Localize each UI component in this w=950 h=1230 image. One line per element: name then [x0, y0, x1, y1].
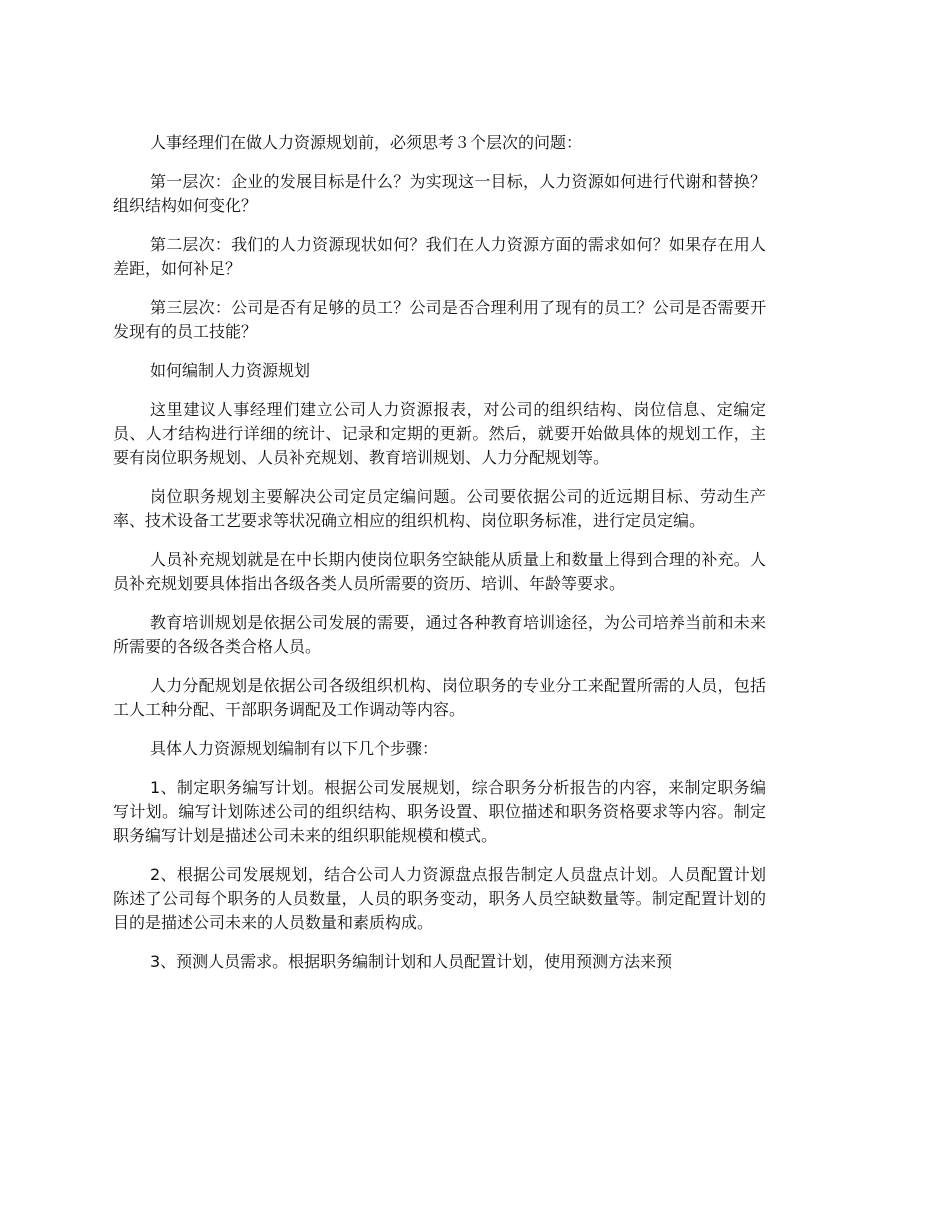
level-one-paragraph: 第一层次：企业的发展目标是什么？为实现这一目标，人力资源如何进行代谢和替换？组织结构如何变化？	[113, 172, 766, 215]
allocation-planning-paragraph: 人力分配规划是依据公司各级组织机构、岗位职务的专业分工来配置所需的人员，包括工人工种分配、干部职务调配及工作调动等内容。	[113, 676, 766, 719]
steps-intro-paragraph: 具体人力资源规划编制有以下几个步骤：	[150, 739, 439, 758]
training-planning-paragraph: 教育培训规划是依据公司发展的需要，通过各种教育培训途径，为公司培养当前和未来所需要的各级各类合格人员。	[113, 613, 766, 656]
step-one-paragraph: 1、制定职务编写计划。根据公司发展规划，综合职务分析报告的内容，来制定职务编写计划。编写计划陈述公司的组织结构、职务设置、职位描述和职务资格要求等内容。制定职务编写计划是描述公司未来的组织职能规模和模式。	[113, 778, 766, 845]
staff-supplement-paragraph: 人员补充规划就是在中长期内使岗位职务空缺能从质量上和数量上得到合理的补充。人员补充规划要具体指出各级各类人员所需要的资历、培训、年龄等要求。	[113, 550, 766, 593]
level-three-paragraph: 第三层次：公司是否有足够的员工？公司是否合理利用了现有的员工？公司是否需要开发现有的员工技能？	[113, 298, 766, 341]
section-heading: 如何编制人力资源规划	[150, 361, 311, 380]
position-planning-paragraph: 岗位职务规划主要解决公司定员定编问题。公司要依据公司的近远期目标、劳动生产率、技术设备工艺要求等状况确立相应的组织机构、岗位职务标准，进行定员定编。	[113, 487, 766, 530]
document-page	[113, 131, 766, 989]
level-two-paragraph: 第二层次：我们的人力资源现状如何？我们在人力资源方面的需求如何？如果存在用人差距，如何补足？	[113, 235, 766, 278]
step-two-paragraph: 2、根据公司发展规划，结合公司人力资源盘点报告制定人员盘点计划。人员配置计划陈述了公司每个职务的人员数量，人员的职务变动，职务人员空缺数量等。制定配置计划的目的是描述公司未来的人员数量和素质构成。	[113, 865, 766, 932]
step-three-paragraph: 3、预测人员需求。根据职务编制计划和人员配置计划，使用预测方法来预	[150, 952, 673, 971]
intro-paragraph: 人事经理们在做人力资源规划前，必须思考３个层次的问题：	[150, 133, 583, 152]
report-paragraph: 这里建议人事经理们建立公司人力资源报表，对公司的组织结构、岗位信息、定编定员、人才结构进行详细的统计、记录和定期的更新。然后，就要开始做具体的规划工作，主要有岗位职务规划、人员补充规划、教育培训规划、人力分配规划等。	[113, 400, 766, 467]
